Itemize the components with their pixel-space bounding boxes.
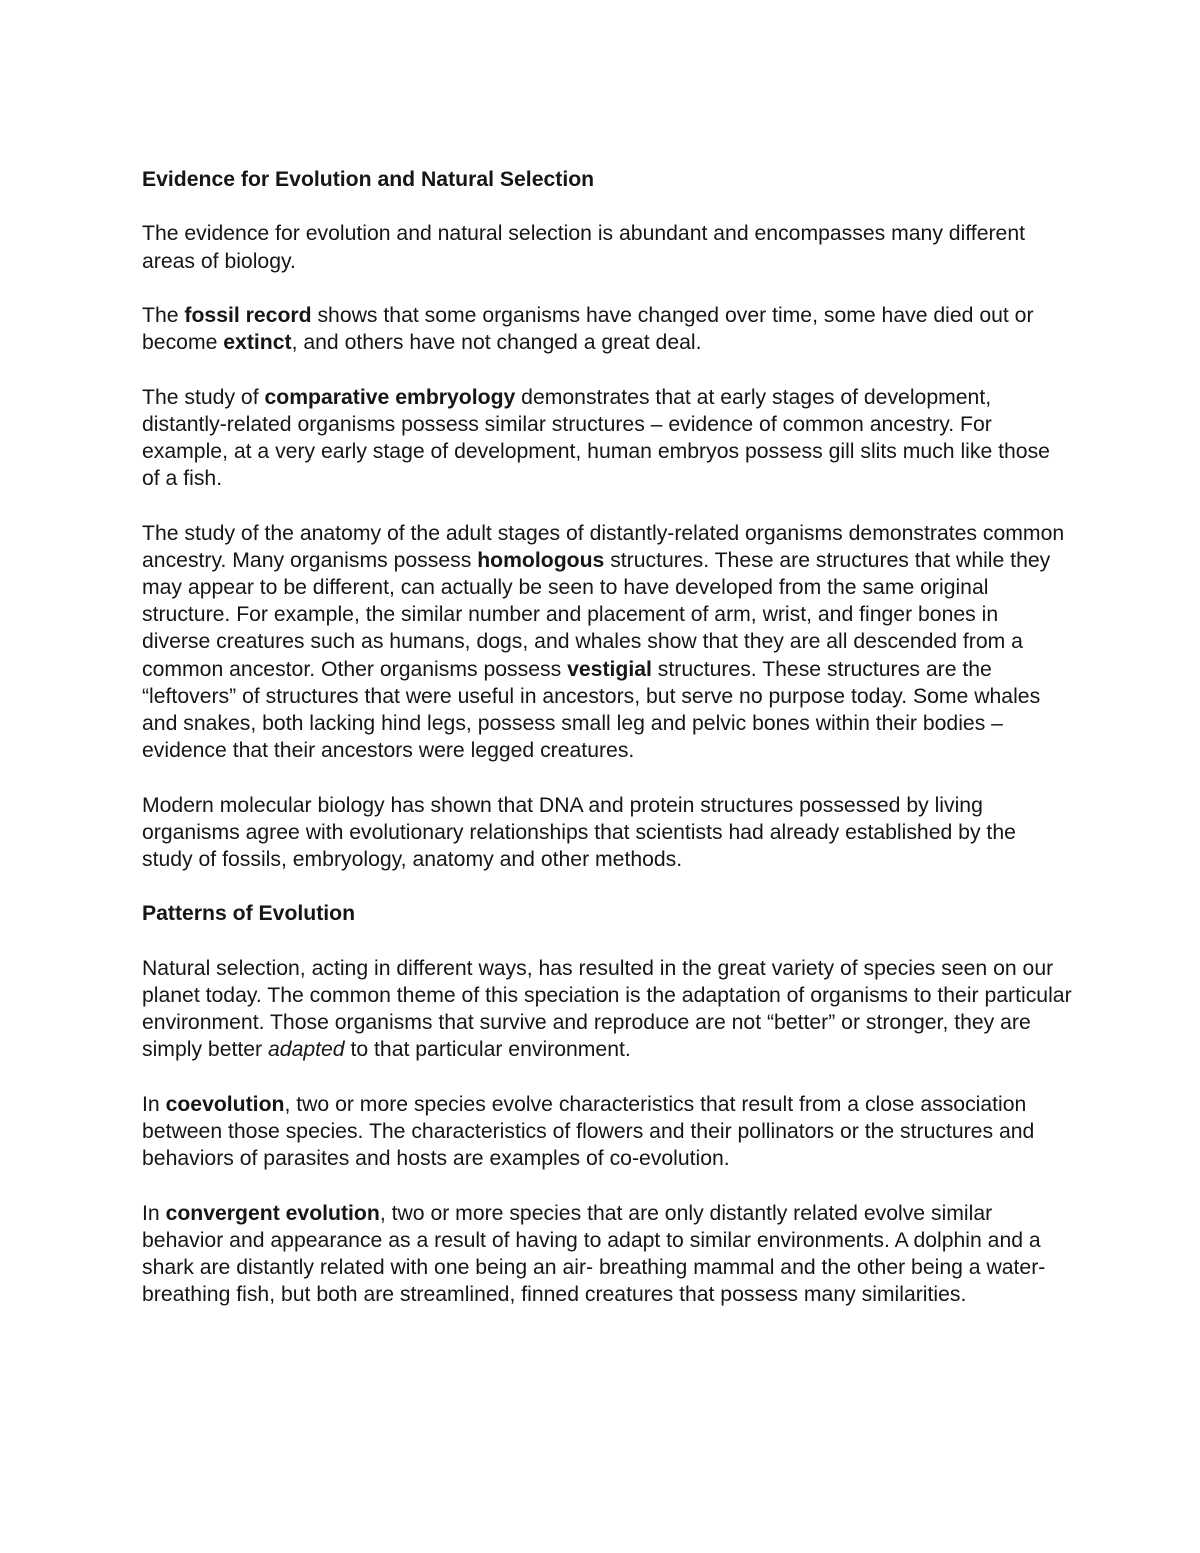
text-run: , two or more species evolve characteristics that result from a close association between those species. The characteristics of flowers and their pollinators or the structures and behaviors of parasites and hosts are examples of co-evolution.	[142, 1092, 1035, 1171]
spacer	[142, 1064, 1072, 1091]
text-run: , two or more species that are only distantly related evolve similar behavior and appearance as a result of having to adapt to similar environments. A dolphin and a shark are distantly related with one being an air- breathing mammal and the other being a water-breathing fish, but both are streamlined, finned creatures that possess many similarities.	[142, 1201, 1046, 1307]
spacer	[142, 1172, 1072, 1199]
key-term-fossil-record: fossil record	[184, 303, 312, 327]
text-run: , and others have not changed a great deal.	[291, 331, 702, 355]
paragraph-molecular-biology: Modern molecular biology has shown that DNA and protein structures possessed by living organisms agree with evolutionary relationships that scientists had already established by the study of fossils, embryology, anatomy and other methods.	[142, 793, 1016, 871]
spacer	[142, 873, 1072, 900]
text-run: The study of the anatomy of the adult stages of distantly-related organisms demonstrates common ancestry. Many organisms possess	[142, 521, 1065, 572]
text-run: shows that some organisms have changed over time, some have died out or become	[142, 303, 1034, 355]
paragraph-coevolution	[142, 1091, 1072, 1173]
spacer	[142, 492, 1072, 519]
spacer	[142, 193, 1072, 220]
text-run: structures. These are structures that while they may appear to be different, can actually be seen to have developed from the same original structure. For example, the similar number and placement of arm, wrist, and finger bones in diverse creatures such as humans, dogs, and whales show that they are all descended from a common ancestor. Other organisms possess	[142, 548, 1051, 681]
spacer	[142, 928, 1072, 955]
key-term-convergent-evolution: convergent evolution	[165, 1201, 380, 1225]
key-term-comparative-embryology: comparative embryology	[264, 385, 516, 409]
key-term-homologous: homologous	[477, 548, 605, 572]
paragraph-convergent-evolution	[142, 1200, 1072, 1309]
section-heading-patterns: Patterns of Evolution	[142, 902, 356, 926]
text-run: In	[142, 1201, 166, 1225]
document-page	[142, 166, 1072, 1308]
key-term-vestigial: vestigial	[567, 657, 652, 681]
paragraph-embryology	[142, 384, 1072, 493]
emphasis-adapted: adapted	[268, 1038, 345, 1062]
key-term-extinct: extinct	[223, 331, 292, 355]
paragraph-fossil-record	[142, 302, 1072, 356]
text-run: In	[142, 1092, 166, 1116]
text-run: to that particular environment.	[344, 1038, 631, 1062]
paragraph-intro: The evidence for evolution and natural selection is abundant and encompasses many different areas of biology.	[142, 222, 1025, 273]
paragraph-anatomy	[142, 520, 1072, 765]
text-run: The study of	[142, 385, 265, 409]
section-heading-evidence: Evidence for Evolution and Natural Selection	[142, 168, 595, 191]
text-run: Natural selection, acting in different ways, has resulted in the great variety of species seen on our planet today. The common theme of this speciation is the adaptation of organisms to their particular environment. Those organisms that survive and reproduce are not “better” or stronger, they are simply better	[142, 956, 1072, 1062]
key-term-coevolution: coevolution	[165, 1092, 285, 1116]
spacer	[142, 764, 1072, 791]
spacer	[142, 275, 1072, 302]
text-run: The	[142, 303, 185, 327]
spacer	[142, 356, 1072, 383]
text-run: demonstrates that at early stages of development, distantly-related organisms possess similar structures – evidence of common ancestry. For example, at a very early stage of development, human embryos possess gill slits much like those of a fish.	[142, 385, 1050, 491]
paragraph-natural-selection	[142, 955, 1072, 1064]
text-run: structures. These structures are the “leftovers” of structures that were useful in ancestors, but serve no purpose today. Some whales and snakes, both lacking hind legs, possess small leg and pelvic bones within their bodies – evidence that their ancestors were legged creatures.	[142, 657, 1041, 763]
